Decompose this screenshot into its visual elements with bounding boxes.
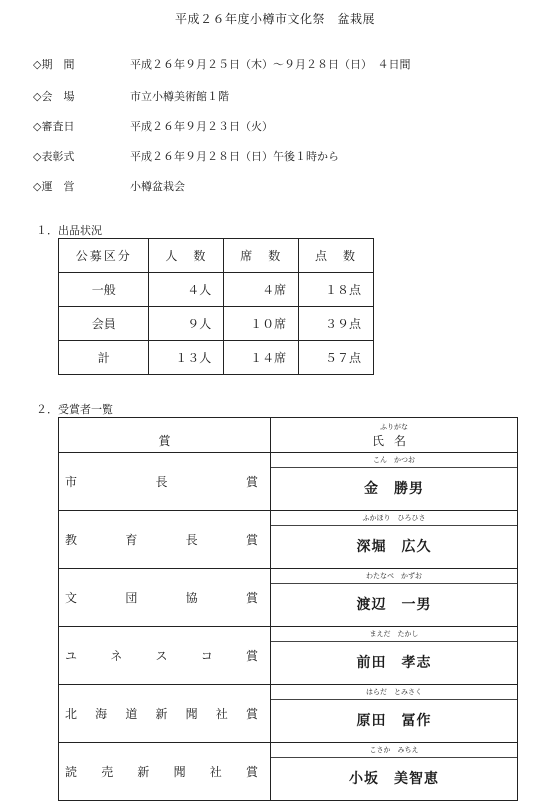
table-cell: ４人 bbox=[149, 273, 224, 307]
award-char: 社 bbox=[215, 707, 228, 721]
winner-furigana: こん かつお bbox=[271, 453, 517, 468]
award-char: 賞 bbox=[245, 765, 258, 779]
winner-furigana: こさか みちえ bbox=[271, 743, 517, 758]
table-cell: ４席 bbox=[224, 273, 299, 307]
award-char: 聞 bbox=[185, 707, 198, 721]
award-char: 聞 bbox=[173, 765, 186, 779]
table-cell: ９人 bbox=[149, 307, 224, 341]
info-value: 小樽盆栽会 bbox=[130, 180, 185, 193]
section-entries-heading: １．出品状況 bbox=[36, 224, 102, 237]
award-char: 読 bbox=[65, 765, 78, 779]
winner-cell bbox=[271, 743, 518, 801]
award-char: 市 bbox=[65, 475, 78, 489]
winner-furigana: わたなべ かずお bbox=[271, 569, 517, 584]
award-char: 協 bbox=[185, 591, 198, 605]
table-cell: 会員 bbox=[59, 307, 149, 341]
info-label: ◇会 場 bbox=[33, 90, 75, 103]
award-char: 長 bbox=[185, 533, 198, 547]
name-label: 氏名 bbox=[371, 434, 416, 448]
award-char: 賞 bbox=[245, 707, 258, 721]
winner-furigana: まえだ たかし bbox=[271, 627, 517, 642]
award-char: 長 bbox=[155, 475, 168, 489]
award-char: 賞 bbox=[245, 475, 258, 489]
furigana-label: ふりがな bbox=[380, 423, 408, 431]
winner-name: 深堀 広久 bbox=[356, 539, 432, 555]
winner-cell bbox=[271, 627, 518, 685]
award-char: 道 bbox=[125, 707, 138, 721]
award-name bbox=[59, 627, 271, 685]
award-name bbox=[59, 453, 271, 511]
table-header-row bbox=[59, 418, 518, 453]
table-row bbox=[59, 307, 374, 341]
info-value: 市立小樽美術館１階 bbox=[130, 90, 229, 103]
table-cell: ５７点 bbox=[299, 341, 374, 375]
table-row bbox=[59, 569, 518, 627]
column-header-award: 賞 bbox=[59, 418, 271, 453]
entries-table bbox=[58, 238, 374, 375]
winner-furigana: ふかほり ひろひさ bbox=[271, 511, 517, 526]
info-value: 平成２６年９月２８日（日）午後１時から bbox=[130, 150, 339, 163]
winner-name: 原田 冨作 bbox=[356, 713, 432, 729]
award-char: 新 bbox=[137, 765, 150, 779]
winner-name: 渡辺 一男 bbox=[356, 597, 432, 613]
award-name bbox=[59, 685, 271, 743]
award-char: 育 bbox=[125, 533, 138, 547]
winner-name: 前田 孝志 bbox=[356, 655, 432, 671]
table-row bbox=[59, 273, 374, 307]
column-header: 人 数 bbox=[149, 239, 224, 273]
column-header: 席 数 bbox=[224, 239, 299, 273]
winner-cell bbox=[271, 569, 518, 627]
table-cell: １４席 bbox=[224, 341, 299, 375]
info-value: 平成２６年９月２５日（木）〜９月２８日（日） ４日間 bbox=[130, 58, 411, 71]
info-label: ◇運 営 bbox=[33, 180, 75, 193]
award-char: ネ bbox=[110, 649, 123, 663]
table-row bbox=[59, 453, 518, 511]
award-char: 社 bbox=[209, 765, 222, 779]
award-char: 海 bbox=[95, 707, 108, 721]
table-row bbox=[59, 743, 518, 801]
table-row bbox=[59, 341, 374, 375]
column-header: 点 数 bbox=[299, 239, 374, 273]
award-char: ユ bbox=[65, 649, 78, 663]
award-char: 団 bbox=[125, 591, 138, 605]
table-cell: １８点 bbox=[299, 273, 374, 307]
award-char: 賞 bbox=[245, 649, 258, 663]
winner-furigana: はらだ とみさく bbox=[271, 685, 517, 700]
table-cell: １３人 bbox=[149, 341, 224, 375]
info-label: ◇期 間 bbox=[33, 58, 75, 71]
award-char: 北 bbox=[65, 707, 78, 721]
section-winners-heading: ２．受賞者一覧 bbox=[36, 403, 113, 416]
award-char: 文 bbox=[65, 591, 78, 605]
winner-cell bbox=[271, 685, 518, 743]
table-cell: 計 bbox=[59, 341, 149, 375]
winners-table bbox=[58, 417, 518, 801]
table-header-row bbox=[59, 239, 374, 273]
award-char: ス bbox=[155, 649, 168, 663]
table-cell: 一般 bbox=[59, 273, 149, 307]
info-value: 平成２６年９月２３日（火） bbox=[130, 120, 273, 133]
winners-table-body bbox=[59, 453, 518, 801]
info-label: ◇審査日 bbox=[33, 120, 75, 133]
info-label: ◇表彰式 bbox=[33, 150, 75, 163]
winner-cell bbox=[271, 453, 518, 511]
award-char: 新 bbox=[155, 707, 168, 721]
award-char: 売 bbox=[101, 765, 114, 779]
award-char: コ bbox=[200, 649, 213, 663]
winner-name: 小坂 美智恵 bbox=[349, 771, 439, 787]
table-row bbox=[59, 685, 518, 743]
table-row bbox=[59, 627, 518, 685]
award-name bbox=[59, 743, 271, 801]
award-name bbox=[59, 569, 271, 627]
award-name bbox=[59, 511, 271, 569]
column-header-name bbox=[271, 418, 518, 453]
table-row bbox=[59, 511, 518, 569]
table-cell: ３９点 bbox=[299, 307, 374, 341]
award-char: 教 bbox=[65, 533, 78, 547]
column-header: 公募区分 bbox=[59, 239, 149, 273]
award-char: 賞 bbox=[245, 591, 258, 605]
winner-name: 金 勝男 bbox=[364, 481, 424, 497]
winner-cell bbox=[271, 511, 518, 569]
award-char: 賞 bbox=[245, 533, 258, 547]
table-cell: １０席 bbox=[224, 307, 299, 341]
page-title: 平成２６年度小樽市文化祭 盆栽展 bbox=[174, 12, 375, 26]
